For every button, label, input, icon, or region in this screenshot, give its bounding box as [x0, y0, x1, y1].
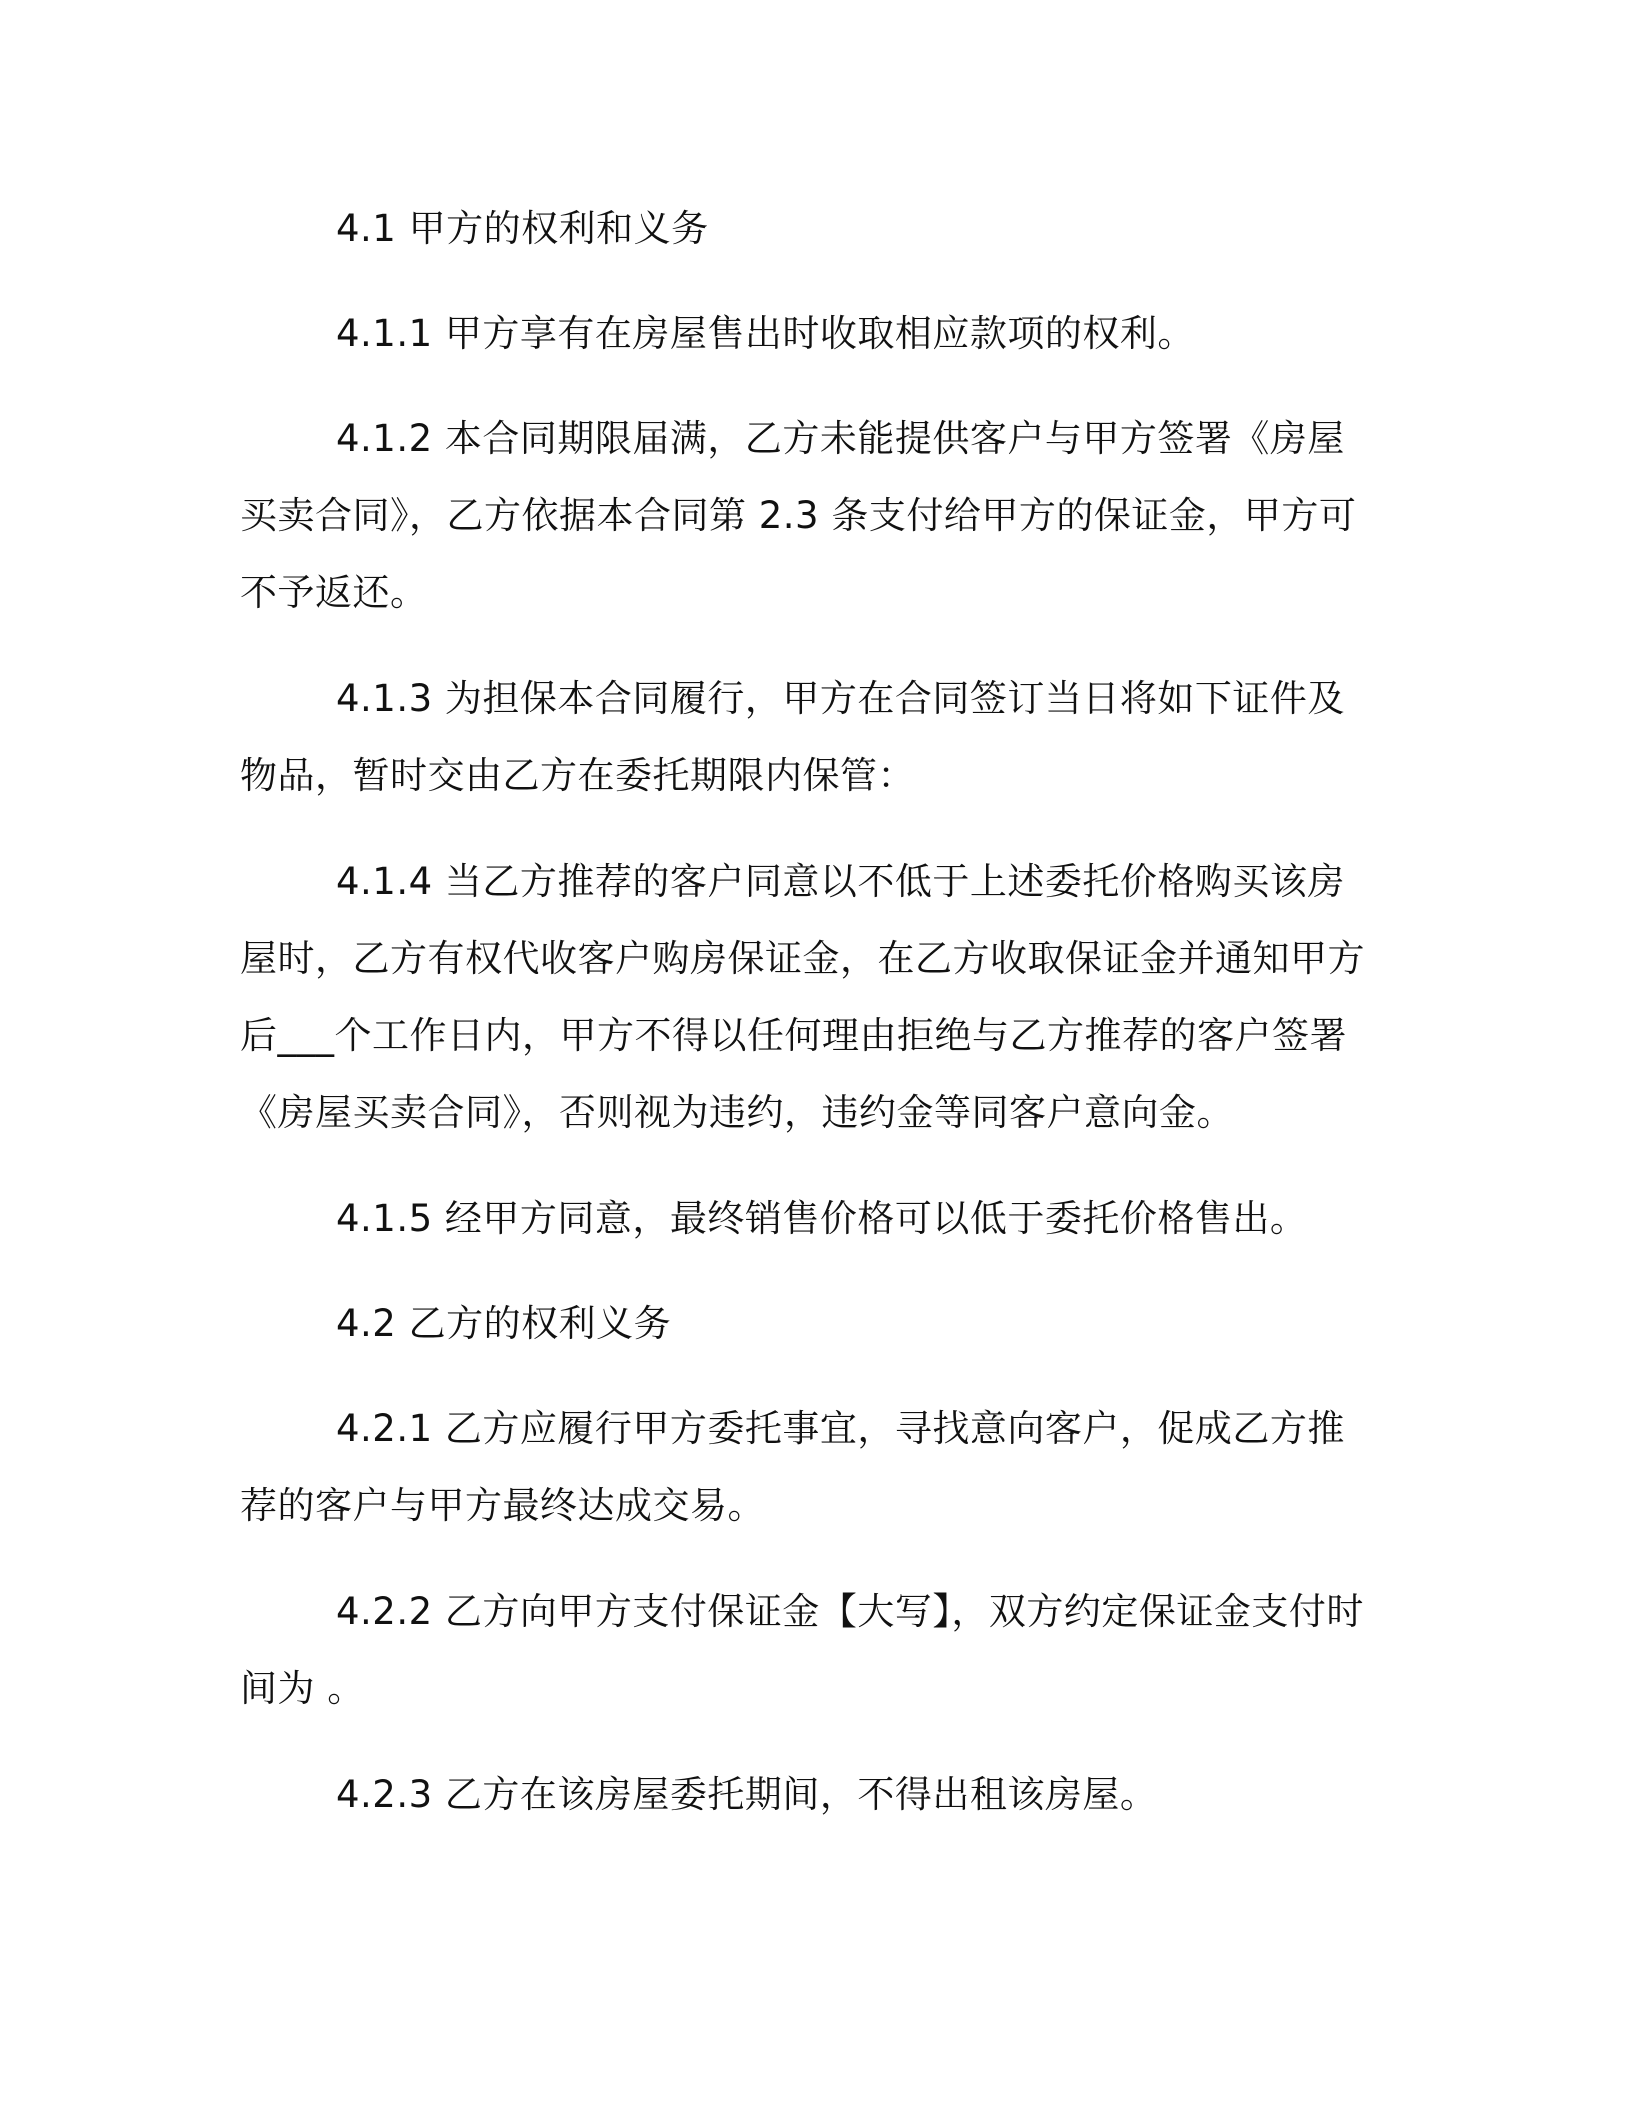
- document-body: [240, 190, 1382, 1833]
- clause-4-2-1: 4.2.1 乙方应履行甲方委托事宜，寻找意向客户，促成乙方推荐的客户与甲方最终达成交易。: [240, 1407, 1345, 1527]
- clause-4-2-2: 4.2.2 乙方向甲方支付保证金【大写】，双方约定保证金支付时间为 。: [240, 1590, 1364, 1710]
- clause-4-1-1: 4.1.1 甲方享有在房屋售出时收取相应款项的权利。: [336, 312, 1195, 355]
- section-heading-4-2: 4.2 乙方的权利义务: [336, 1302, 672, 1345]
- clause-4-1-3: 4.1.3 为担保本合同履行，甲方在合同签订当日将如下证件及物品，暂时交由乙方在委托期限内保管：: [240, 677, 1345, 797]
- clause-4-1-5: 4.1.5 经甲方同意，最终销售价格可以低于委托价格售出。: [336, 1197, 1308, 1240]
- clause-4-2-3: 4.2.3 乙方在该房屋委托期间，不得出租该房屋。: [336, 1773, 1158, 1816]
- clause-4-1-4: 4.1.4 当乙方推荐的客户同意以不低于上述委托价格购买该房屋时，乙方有权代收客户购房保证金，在乙方收取保证金并通知甲方后___个工作日内，甲方不得以任何理由拒绝与乙方推荐的客户签署《房屋买卖合同》，否则视为违约，违约金等同客户意向金。: [240, 860, 1365, 1134]
- clause-4-1-2: 4.1.2 本合同期限届满，乙方未能提供客户与甲方签署《房屋买卖合同》，乙方依据本合同第 2.3 条支付给甲方的保证金，甲方可不予返还。: [240, 417, 1357, 614]
- section-heading-4-1: 4.1 甲方的权利和义务: [336, 207, 709, 250]
